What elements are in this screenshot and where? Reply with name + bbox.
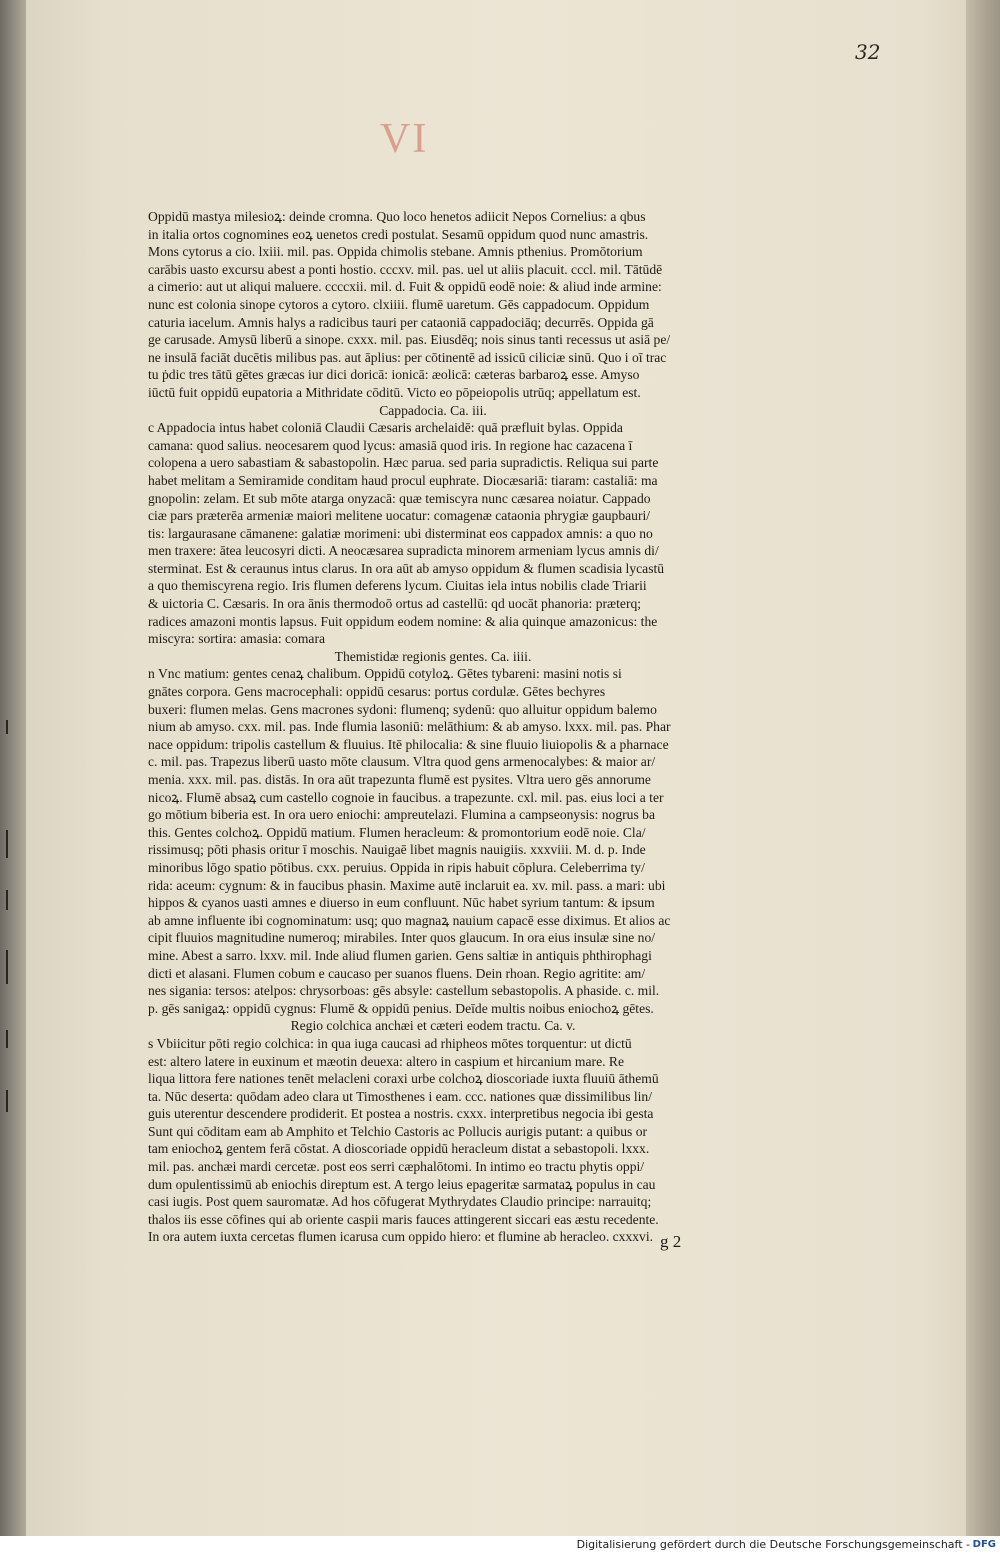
text-line: mine. Abest a sarro. lxxv. mil. Inde aliud flumen garien. Gens saltiæ in antiquis phthirophagi	[148, 947, 652, 963]
margin-mark	[6, 720, 8, 734]
text-line: carābis uasto excursu abest a ponti hostio. cccxv. mil. pas. uel ut aliis placuit. cccl. mil. Tātūdē	[148, 261, 663, 277]
text-line: est: altero latere in euxinum et mæotin deuexa: altero in caspium et hircanium mare. Re	[148, 1053, 625, 1069]
text-line: gnātes corpora. Gens macrocephali: oppidū cesarus: portus cordulæ. Gētes bechyres	[148, 684, 606, 700]
text-line: colopena a uero sabastiam & sabastopolin. Hæc parua. sed paria supradictis. Reliqua sui parte	[148, 455, 659, 471]
page-stack-edge	[966, 0, 1000, 1536]
text-line: a cimerio: aut ut aliqui maluere. ccccxii. mil. d. Fuit & oppidū eodē noie: & aliud inde armine:	[148, 279, 662, 295]
text-line: caturia iacelum. Amnis halys a radicibus tauri per cataoniā cappadociāq; decurrēs. Oppida gā	[148, 314, 654, 330]
margin-mark	[6, 1030, 8, 1048]
text-line: c. mil. pas. Trapezus liberū uasto mōte clausum. Vltra quod gens armenocalybes: & maior ar/	[148, 754, 656, 770]
text-line: camana: quod salius. neocesarem quod lycus: amasiā quod iris. In regione hac cazacena ī	[148, 437, 633, 453]
text-line: casi iugis. Post quem sauromatæ. Ad hos cōfugerat Mythrydates Claudio principe: narrauitq;	[148, 1194, 652, 1210]
text-line: dum opulentissimū ab eniochis direptum est. A tergo leius epageritæ sarmataꝝ populus in cau	[148, 1176, 656, 1192]
text-line: rissimusq; pōti phasis oritur ī moschis. Nauigaē libet magnis nauigiis. xxxviii. M. d. p. Inde	[148, 842, 646, 858]
text-line: liqua littora fere nationes tenēt melacleni coraxi urbe colchoꝝ dioscoriade iuxta fluuiū āthemū	[148, 1071, 659, 1087]
text-line: gnopolin: zelam. Et sub mōte atarga onyzacā: quæ temiscyra nunc cæsarea noiatur. Cappado	[148, 490, 651, 506]
chapter-heading: Themistidæ regionis gentes. Ca. iiii.	[334, 648, 532, 664]
text-line: rida: aceum: cygnum: & in faucibus phasin. Maxime autē inclaruit ea. xv. mil. pass. a mari: ubi	[148, 877, 666, 893]
text-line: sterminat. Est & ceraunus intus clarus. In ora aūt ab amyso oppidum & flumen scadisia lycastū	[148, 560, 665, 576]
chapter-heading: Cappadocia. Ca. iii.	[379, 402, 487, 418]
text-line: Sunt qui cōditam eam ab Amphito et Telchio Castoris ac Pollucis aurigis putant: a quibus or	[148, 1123, 648, 1139]
text-line: cipit fluuios magnitudine numeroq; mirabiles. Inter quos glaucum. In ora eius insulæ sine no/	[148, 930, 656, 946]
margin-mark	[6, 1090, 8, 1112]
text-line: tam eniochoꝝ gentem ferā cōstat. A dioscoriade oppidū heracleum distat a sebastopoli. lxxx.	[148, 1141, 650, 1157]
text-line: nicoꝝ. Flumē absaꝝ cum castello cognoie in faucibus. a trapezunte. cxl. mil. pas. eius loci a ter	[148, 789, 664, 805]
text-line: menia. xxx. mil. pas. distās. In ora aūt trapezunta flumē est pysites. Vltra uero gēs annorume	[148, 772, 651, 787]
text-line: radices amazoni montis lapsus. Fuit oppidum eodem nomine: & alia quinque amazonicus: the	[148, 613, 658, 629]
text-line: tis: largaurasane cāmanene: galatiæ morimeni: ubi disterminat eos cappadox amnis: a quo no	[148, 525, 653, 541]
text-line: nium ab amyso. cxx. mil. pas. Inde flumia lasoniū: melāthium: & ab amyso. lxxx. mil. pas. Phar	[148, 719, 671, 735]
margin-marks	[0, 700, 26, 1120]
text-line: ab amne influente ibi cognominatum: usq; quo magnaꝝ nauium capacē esse diximus. Et alios ac	[148, 912, 671, 928]
text-line: & uictoria C. Cæsaris. In ora ānis thermodoō ortus ad castellū: qd uocāt phanoria: præterq;	[148, 596, 642, 612]
text-line: ciæ pars præterēa armeniæ maiori melitene uocatur: comagenæ cataonia phrygiæ gaupbauri/	[148, 508, 651, 524]
text-line: ta. Nūc deserta: quōdam adeo clara ut Timosthenes i eam. ccc. nationes quæ dissimilibus lin/	[148, 1088, 653, 1104]
text-line: miscyra: sortira: amasia: comara	[148, 631, 326, 647]
text-line: tu ṗdic tres tātū gētes græcas iur dici doricā: ionicā: æolicā: cæteras barbaroꝝ esse. Amyso	[148, 367, 640, 383]
text-line: Mons cytorus a cio. lxiii. mil. pas. Oppida chimolis stebane. Amnis pthenius. Promōtorium	[148, 244, 643, 260]
text-line: dicti et alasani. Flumen cobum e caucaso per suanos fluens. Dein rhoan. Regio agritite: am/	[148, 965, 646, 981]
text-line: In ora autem iuxta cercetas flumen icarusa cum oppido hiero: et flumine ab heracleo. cxxxvi.	[148, 1229, 654, 1245]
text-line: in italia ortos cognomines eoꝝ uenetos credi postulat. Sesamū oppidum quod nunc amastris.	[148, 226, 649, 242]
running-headline: VI	[380, 116, 429, 162]
text-line: men traxere: ātea leucosyri dicti. A neocæsarea supradicta minorem armeniam lycus amnis di/	[148, 543, 659, 559]
text-line: habet melitam a Semiramide conditam haud procul euphrate. Diocæsariā: tiaram: castaliā: ma	[148, 472, 658, 488]
text-line: thalos iis esse cōfines qui ab oriente caspii maris fauces attingerent siccari eas æstu recedente.	[148, 1211, 659, 1227]
text-line: buxeri: flumen melas. Gens macrones sydoni: flumenq; sydenū: quo alluitur oppidum balemo	[148, 701, 657, 717]
margin-mark	[6, 890, 8, 910]
text-line: guis uterentur descendere prodiderit. Et postea a nostris. cxxx. interpretibus negocia ibi gesta	[148, 1106, 654, 1122]
dfg-logo: DFG	[972, 1539, 996, 1550]
text-line: go mōtium biberia est. In ora uero eniochi: ampreutelazi. Flumina a campseonysis: nogrus ba	[148, 807, 655, 823]
footer-bar	[0, 1536, 1000, 1554]
text-line: nace oppidum: tripolis castellum & fluuius. Itē philocalia: & sine fluuio liuiopolis & a pharnace	[148, 736, 669, 752]
text-line: n Vnc matium: gentes cenaꝝ chalibum. Oppidū cotyloꝝ. Gētes tybareni: masini notis si	[148, 666, 622, 682]
text-line: nes sigania: tersos: atelpos: chrysorboas: gēs absyle: castellum sebastopolis. A phaside. c. mil.	[148, 983, 660, 999]
footer-credit: Digitalisierung gefördert durch die Deutsche Forschungsgemeinschaft -	[576, 1538, 970, 1551]
text-line: ne insulā faciāt ducētis milibus pas. aut āplius: per cōtinentē ad issicū ciliciæ sinū. Quo i oī trac	[148, 349, 667, 365]
text-line: Oppidū mastya milesioꝝ: deinde cromna. Quo loco henetos adiicit Nepos Cornelius: a qbus	[148, 209, 646, 224]
text-line: iūctū fuit oppidū eupatoria a Mithridate cōditū. Victo eo pōpeiopolis utrūq; appellatum est.	[148, 384, 641, 400]
text-line: a quo themiscyrena regio. Iris flumen deferens lycum. Ciuitas iela intus nobilis clade Triarii	[148, 578, 647, 594]
text-line: this. Gentes colchoꝝ. Oppidū matium. Flumen heracleum: & promontorium eodē noie. Cla/	[148, 824, 646, 840]
page-text	[148, 208, 718, 1246]
text-line: ge carusade. Amysū liberū a sinope. cxxx. mil. pas. Eiusdēq; nois sinus tanti recessus ut asiā pe/	[148, 332, 671, 348]
text-line: mil. pas. anchæi mardi cercetæ. post eos serri cæphalōtomi. In intimo eo tractu phytis oppi/	[148, 1159, 645, 1175]
margin-mark	[6, 830, 8, 858]
chapter-heading: Regio colchica anchæi et cæteri eodem tractu. Ca. v.	[290, 1018, 576, 1034]
text-line: minoribus lōgo spatio pōtibus. cxx. peruius. Oppida in ripis habuit cōplura. Celeberrima ty/	[148, 859, 645, 875]
text-line: nunc est colonia sinope cytoros a cytoro. clxiiii. flumē uaretum. Gēs cappadocum. Oppidum	[148, 296, 650, 312]
text-line: hippos & cyanos uasti amnes e diuerso in eum confluunt. Nūc habet syrium tantum: & ipsum	[148, 895, 655, 911]
text-line: p. gēs sanigaꝝ: oppidū cygnus: Flumē & oppidū penius. Deīde multis noibus eniochoꝝ gētes.	[148, 1000, 654, 1016]
margin-mark	[6, 950, 8, 984]
text-line: s Vbiicitur pōti regio colchica: in qua iuga caucasi ad rhipheos mōtes torquentur: ut dictū	[148, 1035, 632, 1051]
text-line: c Appadocia intus habet coloniā Claudii Cæsaris archelaidē: quā præfluit bylas. Oppida	[148, 420, 623, 436]
folio-number: 32	[855, 40, 881, 64]
signature-mark: g 2	[660, 1232, 682, 1251]
